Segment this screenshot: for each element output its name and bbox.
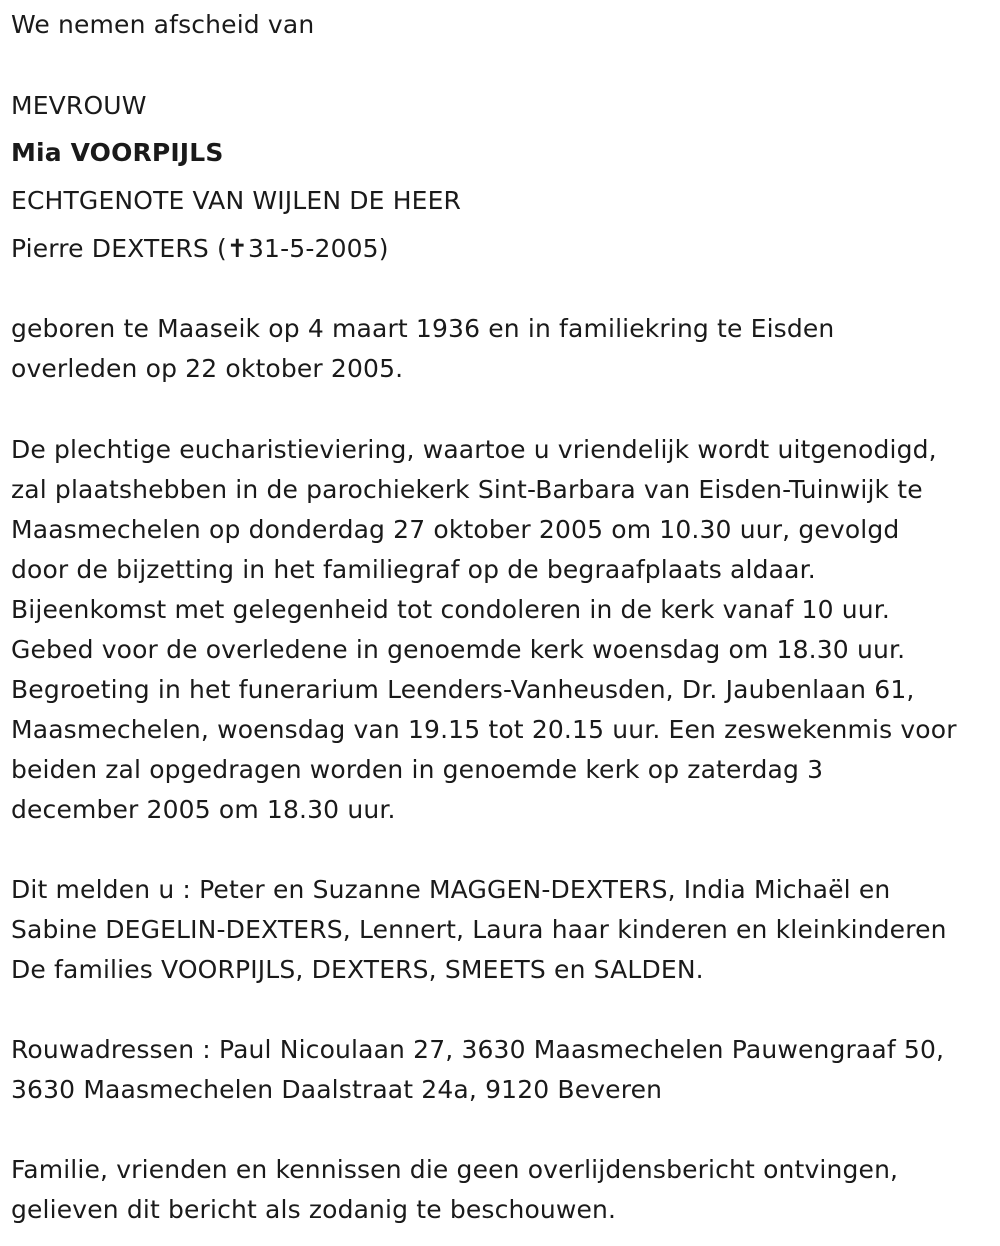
family-line: Dit melden u : Peter en Suzanne MAGGEN-DEXTERS, India Michaël en: [11, 875, 891, 904]
spouse-name: Pierre DEXTERS (: [11, 234, 227, 263]
cross-icon: ✝: [226, 234, 248, 263]
spouse-line: [11, 229, 389, 269]
ceremony-line: door de bijzetting in het familiegraf op de begraafplaats aldaar.: [11, 555, 816, 584]
ceremony-line: Maasmechelen op donderdag 27 oktober 2005 om 10.30 uur, gevolgd: [11, 515, 900, 544]
birth-death-line: overleden op 22 oktober 2005.: [11, 354, 404, 383]
closing-line: gelieven dit bericht als zodanig te beschouwen.: [11, 1195, 617, 1224]
ceremony-line: Maasmechelen, woensdag van 19.15 tot 20.15 uur. Een zeswekenmis voor: [11, 715, 957, 744]
family-line: De families VOORPIJLS, DEXTERS, SMEETS en SALDEN.: [11, 955, 704, 984]
ceremony-line: De plechtige eucharistieviering, waartoe u vriendelijk wordt uitgenodigd,: [11, 435, 937, 464]
ceremony-line: Gebed voor de overledene in genoemde kerk woensdag om 18.30 uur.: [11, 635, 906, 664]
ceremony-line: zal plaatshebben in de parochiekerk Sint-Barbara van Eisden-Tuinwijk te: [11, 475, 923, 504]
title-prefix: MEVROUW: [11, 91, 147, 120]
ceremony-line: december 2005 om 18.30 uur.: [11, 795, 396, 824]
ceremony-line: Bijeenkomst met gelegenheid tot condoleren in de kerk vanaf 10 uur.: [11, 595, 890, 624]
ceremony-line: Begroeting in het funerarium Leenders-Vanheusden, Dr. Jaubenlaan 61,: [11, 675, 915, 704]
address-line: Rouwadressen : Paul Nicoulaan 27, 3630 Maasmechelen Pauwengraaf 50,: [11, 1035, 945, 1064]
intro-text: We nemen afscheid van: [11, 10, 315, 39]
spouse-death-date: 31-5-2005): [248, 234, 389, 263]
ceremony-line: beiden zal opgedragen worden in genoemde kerk op zaterdag 3: [11, 755, 824, 784]
birth-death-line: geboren te Maaseik op 4 maart 1936 en in familiekring te Eisden: [11, 314, 835, 343]
closing-line: Familie, vrienden en kennissen die geen overlijdensbericht ontvingen,: [11, 1155, 899, 1184]
spouse-label: ECHTGENOTE VAN WIJLEN DE HEER: [11, 186, 462, 215]
family-line: Sabine DEGELIN-DEXTERS, Lennert, Laura haar kinderen en kleinkinderen: [11, 915, 947, 944]
deceased-name: Mia VOORPIJLS: [11, 138, 224, 167]
address-line: 3630 Maasmechelen Daalstraat 24a, 9120 Beveren: [11, 1075, 663, 1104]
